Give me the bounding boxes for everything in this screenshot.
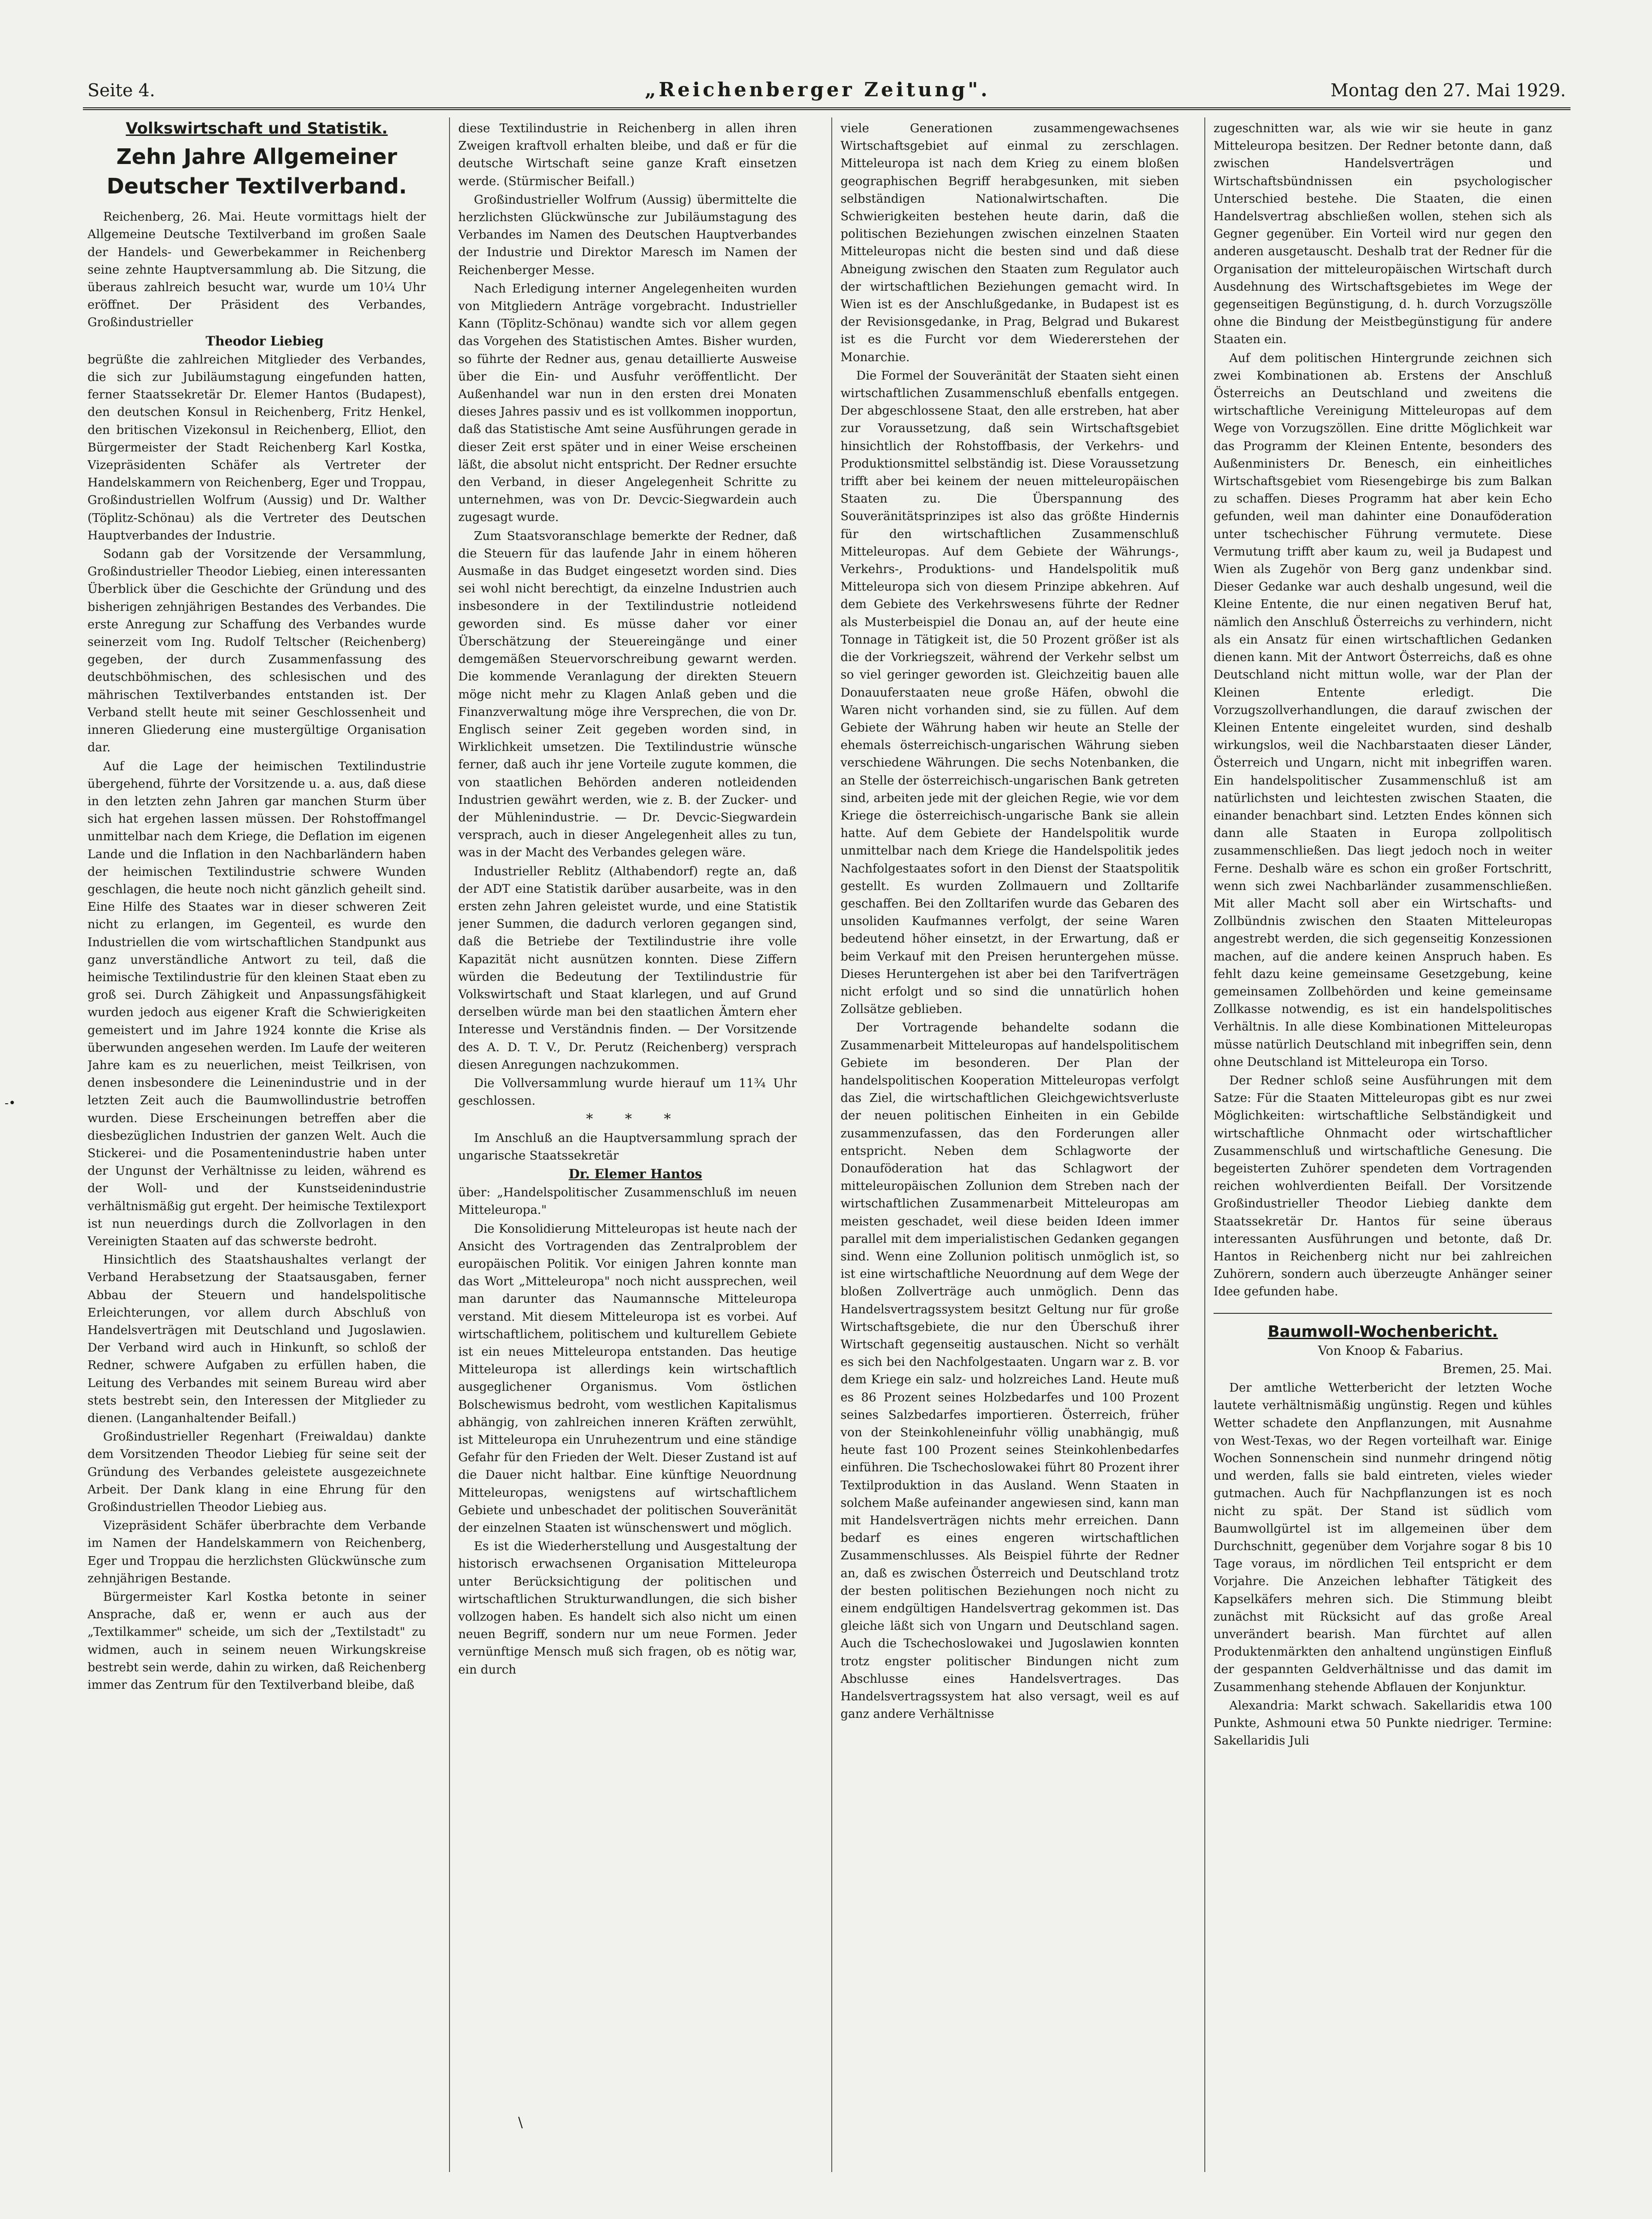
paragraph: über: „Handelspolitischer Zusammenschluß im neuen Mitteleuropa."	[458, 1186, 797, 1218]
paragraph: Auf die Lage der heimischen Textilindustrie übergehend, führte der Vorsitzende u. a. aus, daß diese in den letzten zehn Jahren gar manchen Sturm über sich hat ergehen lassen müssen. Der Rohstoffmangel unmittelbar nach dem Kriege, die Deflation im eigenen Lande und die Inflation in den Nachbarländern haben der heimischen Textilindustrie schwere Wunden geschlagen, die heute noch nicht gänzlich geheilt sind. Eine Hilfe des Staates war in dieser schweren Zeit nicht zu erlangen, im Gegenteil, es wurde den Industriellen die vom wirtschaftlichen Standpunkt aus ganz unverständliche Antwort zu teil, daß die heimische Textilindustrie für den kleinen Staat eben zu groß sei. Durch Zähigkeit und Anpassungsfähigkeit wurden jedoch aus eigener Kraft die Schwierigkeiten gemeistert und im Jahre 1924 konnte die Krise als überwunden angesehen werden. Im Laufe der weiteren Jahre kam es zu neuerlichen, meist Teilkrisen, von denen insbesondere die Leinenindustrie und in der letzten Zeit auch die Baumwollindustrie betroffen wurden. Diese Erscheinungen betreffen aber die diesbezüglichen Industrien der ganzen Welt. Auch die Stickerei- und die Posamentenindustrie haben unter der Ungunst der Verhältnisse zu leiden, während es der Woll- und der Kunstseidenindustrie verhältnismäßig gut ergeht. Der heimische Textilexport ist nun neuerdings durch die Zollvorlagen in den Vereinigten Staaten auf das schwerste bedroht.	[88, 759, 426, 1248]
page-number: Seite 4.	[88, 80, 155, 100]
byline: Von Knoop & Fabarius.	[1318, 1343, 1464, 1358]
column-divider	[831, 117, 832, 2172]
paragraph: Es ist die Wiederherstellung und Ausgestaltung der historisch erwachsenen Organisation Mitteleuropa unter Berücksichtigung der politischen und wirtschaftlichen Strukturwandlungen, die sich bisher vollzogen haben. Es handelt sich also nicht um einen neuen Begriff, sondern nur um neue Formen. Jeder vernünftige Mensch muß sich fragen, ob es nötig war, ein durch	[458, 1540, 797, 1677]
column-2	[458, 120, 797, 2156]
column-1	[88, 120, 426, 2156]
newspaper-masthead: „Reichenberger Zeitung".	[645, 78, 990, 101]
print-mark: \	[518, 2114, 523, 2131]
margin-mark: -•	[5, 1096, 16, 1110]
paragraph: Vizepräsident Schäfer überbrachte dem Verbande im Namen der Handelskammern von Reichenberg, Eger und Troppau die herzlichsten Glückwünsche zum zehnjährigen Bestande.	[88, 1519, 426, 1586]
paragraph: Auf dem politischen Hintergrunde zeichnen sich zwei Kombinationen ab. Erstens der Anschluß Österreichs an Deutschland und zweitens die wirtschaftliche Vereinigung Mitteleuropas auf dem Wege von Vorzugszöllen. Eine dritte Möglichkeit war das Programm der Kleinen Entente, besonders des Außenministers Dr. Benesch, ein einheitliches Wirtschaftsgebiet vom Riesengebirge bis zum Balkan zu schaffen. Dieses Programm hat aber kein Echo gefunden, weil man dahinter eine Donauföderation unter tschechischer Führung vermutete. Diese Vermutung trifft aber kaum zu, weil ja Budapest und Wien als Zugehör von Berg ganz undenkbar sind. Dieser Gedanke war auch deshalb ungesund, weil die Kleine Entente, die nur einen negativen Beruf hat, nämlich den Anschluß Österreichs zu verhindern, nicht als ein Ansatz für einen wirtschaftlichen Gedanken dienen kann. Mit der Antwort Österreichs, daß es ohne Deutschland nicht mittun wolle, war der Plan der Kleinen Entente erledigt. Die Vorzugszollverhandlungen, die darauf zwischen der Kleinen Entente eingeleitet wurden, sind deshalb wirkungslos, weil die Nachbarstaaten dieser Länder, Österreich und Ungarn, nicht mit inbegriffen waren. Ein handelspolitischer Zusammenschluß ist am natürlichsten und leichtesten zwischen Staaten, die einander benachbart sind. Letzten Endes können sich dann alle Staaten in Europa zollpolitisch zusammenschließen. Das liegt jedoch noch in weiter Ferne. Deshalb wäre es schon ein großer Fortschritt, wenn sich zwei Nachbarländer zusammenschließen. Mit aller Macht soll aber ein Wirtschafts- und Zollbündnis zwischen den Staaten Mitteleuropas angestrebt werden, die sich gegenseitig Konzessionen machen, auf die andere keinen Anspruch haben. Es fehlt dazu keine gemeinsame Gesetzgebung, keine gemeinsamen Zollbehörden und keine gemeinsame Zollkasse notwendig, es ist ein handelspolitisches Verhältnis. In alle diese Kombinationen Mitteleuropas müsse natürlich Deutschland mit inbegriffen sein, denn ohne Deutschland ist Mitteleuropa ein Torso.	[1214, 351, 1552, 1069]
paragraph: Nach Erledigung interner Angelegenheiten wurden von Mitgliedern Anträge vorgebracht. Industrieller Kann (Töplitz-Schönau) wandte sich vor allem gegen das Vorgehen des Statistischen Amtes. Bisher wurden, so führte der Redner aus, genau detaillierte Ausweise über die Ein- und Ausfuhr veröffentlicht. Der Außenhandel war nun in den ersten drei Monaten dieses Jahres passiv und es ist vollkommen inopportun, daß das Statistische Amt seine Ausführungen gerade in dieser Zeit erst später und in einer Weise erscheinen läßt, die absolut nicht entspricht. Der Redner ersuchte den Verband, in dieser Angelegenheit Schritte zu unternehmen, was von Dr. Devcic-Siegwardein auch zugesagt wurde.	[458, 281, 797, 525]
paragraph: Bürgermeister Karl Kostka betonte in seiner Ansprache, daß er, wenn er auch aus der „Textilkammer" scheide, um sich der „Textilstadt" zu widmen, auch in seinem neuen Wirkungskreise bestrebt sein werde, dahin zu wirken, daß Reichenberg immer das Zentrum für den Textilverband bleibe, daß	[88, 1590, 426, 1692]
paragraph: zugeschnitten war, als wie wir sie heute in ganz Mitteleuropa besitzen. Der Redner betonte dann, daß zwischen Handelsverträgen und Wirtschaftsbündnissen ein psychologischer Unterschied bestehe. Die Staaten, die einen Handelsvertrag abschließen wollen, stehen sich als Gegner gegenüber. Ein Vorteil wird nur gegen den anderen ausgetauscht. Deshalb trat der Redner für die Organisation der mitteleuropäischen Wirtschaft durch Ausdehnung des Wirtschaftsgebietes im Wege der gegenseitigen Begünstigung, d. h. durch Vorzugszölle ohne die Bindung der Meistbegünstigung für andere Staaten ein.	[1214, 122, 1552, 347]
paragraph: Die Vollversammlung wurde hierauf um 11¾ Uhr geschlossen.	[458, 1076, 797, 1108]
article-title: Zehn Jahre Allgemeiner Deutscher Textilverband.	[106, 144, 407, 199]
paragraph: Der Redner schloß seine Ausführungen mit dem Satze: Für die Staaten Mitteleuropas gibt es nur zwei Möglichkeiten: wirtschaftliche Selbständigkeit und wirtschaftliche Ohnmacht oder wirtschaftlicher Zusammenschluß und wirtschaftliche Genesung. Die begeisterten Zuhörer spendeten dem Vortragenden reichen wohlverdienten Beifall. Der Vorsitzende Großindustrieller Theodor Liebieg dankte dem Staatssekretär Dr. Hantos für seine überaus interessanten Ausführungen und betonte, daß Dr. Hantos in Reichenberg nicht nur bei zahlreichen Zuhörern, sondern auch überzeugte Anhänger seiner Idee gefunden habe.	[1214, 1073, 1552, 1299]
paragraph: diese Textilindustrie in Reichenberg in allen ihren Zweigen kraftvoll erhalten bleibe, und daß er für die deutsche Wirtschaft seine ganze Kraft einsetzen werde. (Stürmischer Beifall.)	[458, 122, 797, 188]
paragraph: Im Anschluß an die Hauptversammlung sprach der ungarische Staatssekretär	[458, 1131, 797, 1163]
section-heading: Volkswirtschaft und Statistik.	[126, 120, 388, 138]
paragraph: Alexandria: Markt schwach. Sakellaridis etwa 100 Punkte, Ashmouni etwa 50 Punkte niedriger. Termine: Sakellaridis Juli	[1214, 1698, 1552, 1748]
paragraph: Großindustrieller Regenhart (Freiwaldau) dankte dem Vorsitzenden Theodor Liebieg für seine seit der Gründung des Verbandes geleistete ausgezeichnete Arbeit. Der Dank klang in eine Ehrung für den Großindustriellen Theodor Liebieg aus.	[88, 1430, 426, 1515]
paragraph: begrüßte die zahlreichen Mitglieder des Verbandes, die sich zur Jubiläumstagung eingefunden hatten, ferner Staatssekretär Dr. Elemer Hantos (Budapest), den deutschen Konsul in Reichenberg, Fritz Henkel, den britischen Vizekonsul in Reichenberg, Elliot, den Bürgermeister der Stadt Reichenberg Karl Kostka, Vizepräsidenten Schäfer als Vertreter der Handelskammern von Reichenberg, Eger und Troppau, Großindustriellen Wolfrum (Aussig) und Dr. Walther (Töplitz-Schönau) als die Vertreter des Deutschen Hauptverbandes der Industrie.	[88, 352, 426, 543]
column-3	[841, 120, 1179, 2156]
speaker-name: Theodor Liebieg	[205, 333, 324, 349]
section-separator: * * *	[586, 1111, 685, 1128]
paragraph: Reichenberg, 26. Mai. Heute vormittags hielt der Allgemeine Deutsche Textilverband im großen Saale der Handels- und Gewerbekammer in Reichenberg seine zehnte Hauptversammlung ab. Die Sitzung, die überaus zahlreich besucht war, wurde um 10¼ Uhr eröffnet. Der Präsident des Verbandes, Großindustrieller	[88, 210, 426, 330]
paragraph: Sodann gab der Vorsitzende der Versammlung, Großindustrieller Theodor Liebieg, einen interessanten Überblick über die Geschichte der Gründung und des bisherigen zehnjährigen Bestandes des Verbandes. Die erste Anregung zur Schaffung des Verbandes wurde seinerzeit vom Ing. Rudolf Teltscher (Reichenberg) gegeben, der durch Zusammenfassung des deutschböhmischen, des schlesischen und des mährischen Textilverbandes entstanden ist. Der Verband stellt heute mit seiner Geschlossenheit und inneren Gliederung eine mustergültige Organisation dar.	[88, 547, 426, 755]
dateline: Bremen, 25. Mai.	[1442, 1362, 1552, 1377]
page-header	[69, 78, 1566, 111]
header-rule	[83, 107, 1570, 110]
paragraph: Die Konsolidierung Mitteleuropas ist heute nach der Ansicht des Vortragenden das Zentralproblem der europäischen Politik. Vor einigen Jahren konnte man das Wort „Mitteleuropa" noch nicht aussprechen, weil man darunter das Naumannsche Mitteleuropa verstand. Mit diesem Mitteleuropa ist es vorbei. Auf wirtschaftlichem, politischem und kulturellem Gebiete ist ein neues Mitteleuropa entstanden. Das heutige Mitteleuropa ist allerdings kein wirtschaftlich ausgeglichener Organismus. Vom östlichen Bolschewismus bedroht, vom westlichen Kapitalismus abhängig, von zahlreichen inneren Kräften zerwühlt, ist Mitteleuropa ein Unruhezentrum und eine ständige Gefahr für den Frieden der Welt. Dieser Zustand ist auf die Dauer nicht haltbar. Eine künftige Neuordnung Mitteleuropas, wenigstens auf wirtschaftlichem Gebiete und unbeschadet der politischen Souveränität der einzelnen Staaten ist wünschenswert und möglich.	[458, 1222, 797, 1535]
speaker-name: Dr. Elemer Hantos	[568, 1166, 702, 1182]
paragraph: Zum Staatsvoranschlage bemerkte der Redner, daß die Steuern für das laufende Jahr in einem höheren Ausmaße in das Budget eingesetzt worden sind. Dies sei wohl nicht berechtigt, da einzelne Industrien auch insbesondere in der Textilindustrie notleidend geworden sind. Es müsse daher vor einer Überschätzung der Steuereingänge und einer demgemäßen Steuervorschreibung gewarnt werden. Die kommende Veranlagung der direkten Steuern möge nicht mehr zu Klagen Anlaß geben und die Finanzverwaltung möge ihre Versprechen, die von Dr. Englisch seiner Zeit gegeben worden sind, in Wirklichkeit umsetzen. Die Textilindustrie wünsche ferner, daß auch ihr jene Vorteile zugute kommen, die von staatlichen Behörden anderen notleidenden Industrien gewährt werden, wie z. B. der Zucker- und der Mühlenindustrie. — Dr. Devcic-Siegwardein versprach, auch in dieser Angelegenheit alles zu tun, was in der Macht des Verbandes gelegen wäre.	[458, 529, 797, 860]
paragraph: Die Formel der Souveränität der Staaten sieht einen wirtschaftlichen Zusammenschluß ebenfalls entgegen. Der abgeschlossene Staat, den alle erstreben, hat aber zur Voraussetzung, daß sein Wirtschaftsgebiet hinsichtlich der Rohstoffbasis, der Verkehrs- und Produktionsmittel selbständig ist. Diese Voraussetzung trifft aber bei keinem der neuen mitteleuropäischen Staaten zu. Die Überspannung des Souveränitätsprinzipes ist also das größte Hindernis für den wirtschaftlichen Zusammenschluß Mitteleuropas. Auf dem Gebiete der Währungs-, Verkehrs-, Produktions- und Handelspolitik muß Mitteleuropa sich von diesem Prinzipe abkehren. Auf dem Gebiete des Verkehrswesens führte der Redner als Musterbeispiel die Donau an, auf der heute eine Tonnage in Tätigkeit ist, die 50 Prozent größer ist als die der Vorkriegszeit, während der Verkehr selbst um so viel geringer geworden ist. Gleichzeitig bauen alle Donauuferstaaten neue große Häfen, obwohl die Waren nicht vorhanden sind, sie zu füllen. Auf dem Gebiete der Währung haben wir heute an Stelle der ehemals österreichisch-ungarischen Währung sieben verschiedene Währungen. Die sechs Notenbanken, die an Stelle der österreichisch-ungarischen Bank getreten sind, arbeiten jede mit der gleichen Regie, wie vor dem Kriege die österreichisch-ungarische Bank sie allein hatte. Auf dem Gebiete der Handelspolitik wurde unmittelbar nach dem Kriege die Handelspolitik jedes Nachfolgestaates sofort in den Dienst der Staatspolitik gestellt. Es wurden Zollmauern und Zolltarife geschaffen. Bei den Zolltarifen wurde das Gebaren des unsoliden Kaufmannes verfolgt, der seine Waren bedeutend höher einsetzt, in der Erwartung, daß er beim Verkauf mit den Preisen heruntergehen müsse. Dieses Heruntergehen ist aber bei den Tarifverträgen nicht erfolgt und so sind die unnatürlich hohen Zollsätze geblieben.	[841, 369, 1179, 1017]
paragraph: Großindustrieller Wolfrum (Aussig) übermittelte die herzlichsten Glückwünsche zur Jubiläumstagung des Verbandes im Namen des Deutschen Hauptverbandes der Industrie und Direktor Maresch im Namen der Reichenberger Messe.	[458, 193, 797, 277]
paragraph: viele Generationen zusammengewachsenes Wirtschaftsgebiet auf einmal zu zerschlagen. Mitteleuropa ist nach dem Krieg zu einem bloßen geographischen Begriff herabgesunken, mit sieben selbständigen Nationalwirtschaften. Die Schwierigkeiten bestehen heute darin, daß die politischen Beziehungen zwischen einzelnen Staaten Mitteleuropas nicht die besten sind und daß diese Abneigung zwischen den Staaten zum Regulator auch der wirtschaftlichen Beziehungen gemacht wird. In Wien ist es der Anschlußgedanke, in Budapest ist es der Revisionsgedanke, in Prag, Belgrad und Bukarest ist es die Furcht vor dem Wiedererstehen der Monarchie.	[841, 122, 1179, 364]
column-divider	[449, 117, 450, 2172]
paragraph: Hinsichtlich des Staatshaushaltes verlangt der Verband Herabsetzung der Staatsausgaben, ferner Abbau der Steuern und handelspolitische Erleichterungen, vor allem durch Abschluß von Handelsverträgen mit Deutschland und Jugoslawien. Der Verband wird auch in Hinkunft, so schloß der Redner, schwere Aufgaben zu erfüllen haben, die Leitung des Verbandes mit seinem Bureau wird aber stets bestrebt sein, den Interessen der Mitglieder zu dienen. (Langanhaltender Beifall.)	[88, 1253, 426, 1426]
column-4	[1214, 120, 1552, 2156]
issue-date: Montag den 27. Mai 1929.	[1330, 80, 1566, 100]
article-separator	[1214, 1313, 1552, 1314]
paragraph: Industrieller Reblitz (Althabendorf) regte an, daß der ADT eine Statistik darüber ausarbeite, was in den ersten zehn Jahren geleistet wurde, und eine Statistik jener Summen, die dadurch verloren gegangen sind, daß die Betriebe der Textilindustrie ihre volle Kapazität nicht ausnützen konnten. Diese Ziffern würden die Bedeutung der Textilindustrie für Volkswirtschaft und Staat klarlegen, und auf Grund derselben würde man bei den staatlichen Ämtern eher Interesse und Verständnis finden. — Der Vorsitzende des A. D. T. V., Dr. Perutz (Reichenberg) versprach diesen Anregungen nachzukommen.	[458, 864, 797, 1072]
column-divider	[1204, 117, 1205, 2172]
paragraph: Der amtliche Wetterbericht der letzten Woche lautete verhältnismäßig ungünstig. Regen und kühles Wetter schadete den Anpflanzungen, mit Ausnahme von West-Texas, wo der Regen vorteilhaft war. Einige Wochen Sonnenschein sind nunmehr dringend nötig und werden, falls sie bald eintreten, vieles wieder gutmachen. Auch für Nachpflanzungen ist es noch nicht zu spät. Der Stand ist südlich vom Baumwollgürtel ist im allgemeinen über dem Durchschnitt, gegenüber dem Vorjahre sogar 8 bis 10 Tage voraus, im nördlichen Teil entspricht er dem Vorjahre. Die Anzeichen lebhafter Tätigkeit des Kapselkäfers mehren sich. Die Stimmung bleibt zunächst mit Rücksicht auf das große Areal unverändert bearish. Man fürchtet auf allen Produktenmärkten den anhaltend ungünstigen Einfluß der gespannten Geldverhältnisse und das damit im Zusammenhang stehende Abflauen der Konjunktur.	[1214, 1381, 1552, 1694]
paragraph: Der Vortragende behandelte sodann die Zusammenarbeit Mitteleuropas auf handelspolitischem Gebiete im besonderen. Der Plan der handelspolitischen Kooperation Mitteleuropas verfolgt das Ziel, die wirtschaftlichen Gleichgewichtsverluste der neuen politischen Einheiten in ein Gebilde zusammenzufassen, das den Forderungen aller entspricht. Neben dem Schlagworte der Donauföderation hat das Schlagwort der mitteleuropäischen Zollunion dem Streben nach der wirtschaftlichen Zusammenarbeit Mitteleuropas am meisten geschadet, weil diese beiden Ideen immer parallel mit dem imperialistischen Gedanken gegangen sind. Wenn eine Zollunion politisch unmöglich ist, so ist eine wirtschaftliche Neuordnung auf dem Wege der bloßen Zollverträge auch unmöglich. Denn das Handelsvertragssystem besitzt Geltung nur für große Wirtschaftsgebiete, die nur den Überschuß ihrer Wirtschaft gegenseitig austauschen. Nicht so verhält es sich bei den Nachfolgestaaten. Ungarn war z. B. vor dem Kriege ein salz- und holzreiches Land. Heute muß es 86 Prozent seines Holzbedarfes und 100 Prozent seines Salzbedarfes importieren. Österreich, früher von der Steinkohleneinfuhr völlig unabhängig, muß heute fast 100 Prozent seines Steinkohlenbedarfes einführen. Die Tschechoslowakei führt 80 Prozent ihrer Textilproduktion in das Ausland. Wenn Staaten in solchem Maße aufeinander angewiesen sind, kann man mit Handelsverträgen nichts mehr erreichen. Dann bedarf es eines engeren wirtschaftlichen Zusammenschlusses. Als Beispiel führte der Redner an, daß es zwischen Österreich und Deutschland trotz der besten politischen Beziehungen noch nicht zu einem endgültigen Handelsvertrag gekommen ist. Das gleiche läßt sich von Ungarn und Deutschland sagen. Auch die Tschechoslowakei und Jugoslawien konnten trotz engster politischer Bindungen nicht zum Abschlusse eines Handelsvertrages. Das Handelsvertragssystem hat also versagt, weil es auf ganz andere Verhältnisse	[841, 1021, 1179, 1721]
report-title: Baumwoll-Wochenbericht.	[1267, 1322, 1498, 1341]
